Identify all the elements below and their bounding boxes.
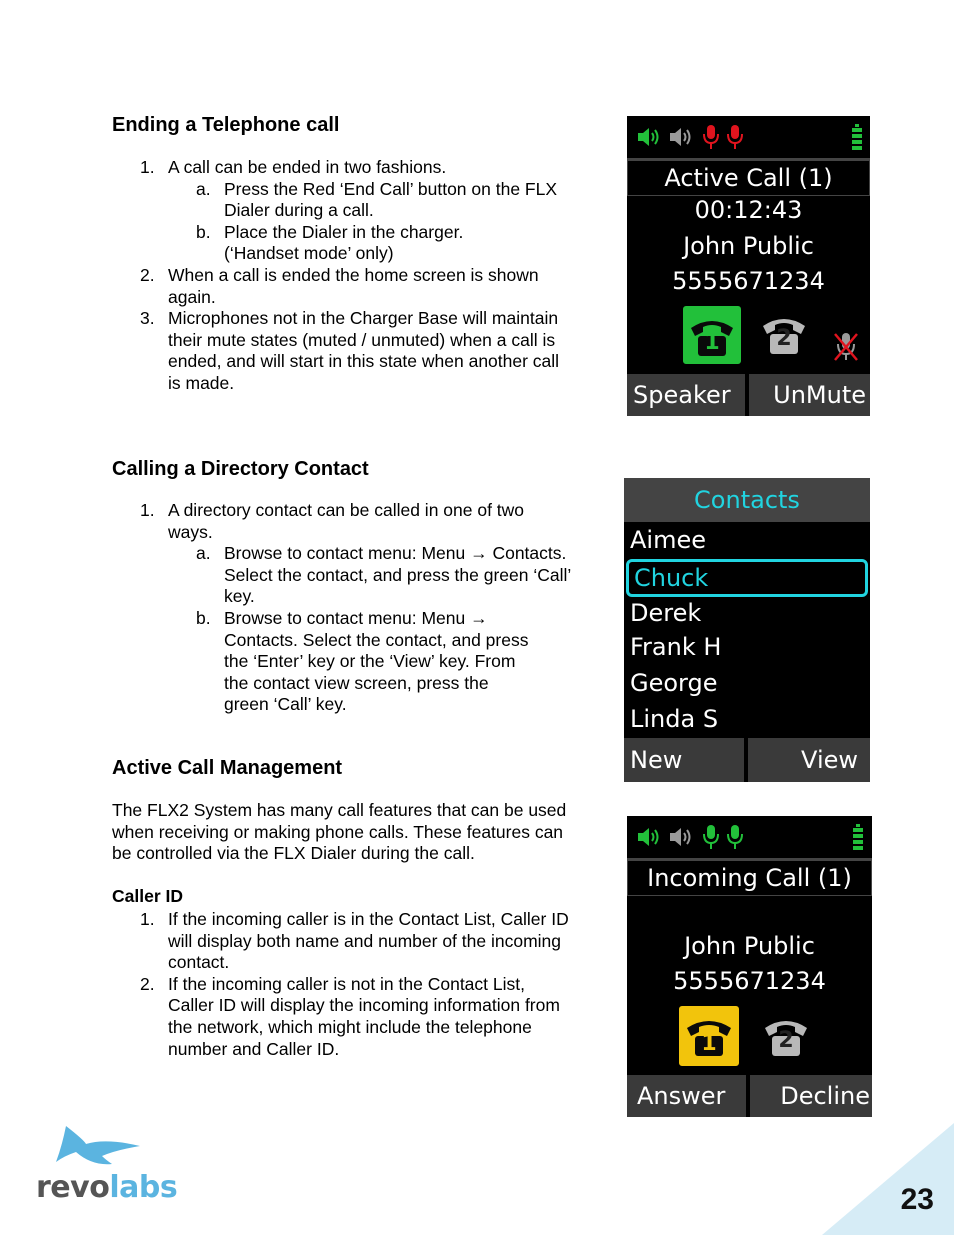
decline-softkey[interactable]: Decline <box>750 1075 872 1117</box>
caller-id-heading: Caller ID <box>112 886 183 906</box>
caller-id-list <box>112 909 602 1060</box>
caller-number: 5555671234 <box>673 967 826 995</box>
contacts-screen <box>624 478 870 782</box>
contact-item-chuck-selected[interactable]: Chuck <box>626 559 868 597</box>
active-call-screen <box>627 116 870 416</box>
unmute-softkey[interactable]: UnMute <box>749 374 870 416</box>
battery-icon <box>852 824 864 850</box>
section-heading-ending-call: Ending a Telephone call <box>112 114 340 136</box>
answer-softkey[interactable]: Answer <box>627 1075 746 1117</box>
speaker-on-icon <box>635 124 661 150</box>
new-softkey[interactable]: New <box>624 738 744 782</box>
caller-name: John Public <box>683 232 814 260</box>
mic-muted-icon <box>725 123 745 151</box>
contact-item-aimee[interactable]: Aimee <box>630 526 706 554</box>
call-timer: 00:12:43 <box>694 196 803 224</box>
list-subitem: b. Place the Dialer in the charger. (‘Handset mode’ only) <box>196 221 464 264</box>
line-2-phone-icon[interactable]: 2 <box>759 312 809 358</box>
line-1-phone-icon[interactable]: 1 <box>683 306 741 364</box>
list-subitem: a. Browse to contact menu: Menu → Contacts. Select the contact, and press the green ‘Call’ key. <box>196 543 572 607</box>
contact-item-derek[interactable]: Derek <box>630 599 702 627</box>
section-heading-directory: Calling a Directory Contact <box>112 458 369 480</box>
list-item: 1. A call can be ended in two fashions. <box>140 157 447 177</box>
list-item: 1. A directory contact can be called in one of two ways. <box>140 500 525 542</box>
ending-call-list <box>112 157 602 395</box>
mic-active-icon <box>701 823 721 851</box>
directory-list <box>112 500 602 716</box>
page-corner-decoration <box>822 1123 954 1235</box>
incoming-call-screen <box>627 816 872 1117</box>
screen-title: Contacts <box>624 478 870 522</box>
softkey-bar <box>627 1075 872 1117</box>
status-bar <box>627 816 872 860</box>
speaker-off-icon <box>667 124 693 150</box>
caller-name: John Public <box>684 932 815 960</box>
mic-active-icon <box>725 823 745 851</box>
list-item: 2. When a call is ended the home screen is shown again. <box>140 264 539 307</box>
section-heading-call-management: Active Call Management <box>112 757 343 779</box>
logo-wordmark: revolabs <box>36 1170 178 1205</box>
speaker-off-icon <box>667 824 693 850</box>
battery-icon <box>851 124 863 150</box>
contact-item-linda-s[interactable]: Linda S <box>630 705 719 733</box>
screen-title: Active Call (1) <box>627 160 870 196</box>
softkey-bar <box>624 738 870 782</box>
line-1-phone-icon[interactable]: 1 <box>679 1006 739 1066</box>
logo-wave-icon <box>36 1122 156 1168</box>
view-softkey[interactable]: View <box>748 738 870 782</box>
list-item: 1. If the incoming caller is in the Contact List, Caller ID will display both name and number of the incoming contact. <box>140 909 569 973</box>
list-subitem: a. Press the Red ‘End Call’ button on the FLX Dialer during a call. <box>196 178 558 221</box>
speaker-softkey[interactable]: Speaker <box>627 374 745 416</box>
list-item: 2. If the incoming caller is not in the Contact List, Caller ID will display the incoming information from the network, which might include the telephone number and Caller ID. <box>140 973 560 1059</box>
screen-title: Incoming Call (1) <box>627 860 872 896</box>
call-management-paragraph: The FLX2 System has many call features that can be used when receiving or making phone calls. These features can be controlled via the FLX Dialer during the call. <box>112 800 567 864</box>
mic-muted-cross-icon <box>831 330 861 364</box>
line-2-phone-icon[interactable]: 2 <box>761 1014 811 1060</box>
mic-muted-icon <box>701 123 721 151</box>
page-number: 23 <box>900 1183 934 1216</box>
list-subitem: b. Browse to contact menu: Menu → Contacts. Select the contact, and press the ‘Enter’ key or the ‘View’ key. From the contact view screen, press the green ‘Call’ key. <box>196 607 529 715</box>
status-bar <box>627 116 870 160</box>
list-item: 3. Microphones not in the Charger Base will maintain their mute states (muted / unmuted) when a call is ended, and will start in this state when another call is made. <box>140 308 560 393</box>
caller-number: 5555671234 <box>672 267 825 295</box>
revolabs-logo <box>36 1122 178 1205</box>
contact-item-george[interactable]: George <box>630 669 718 697</box>
softkey-bar <box>627 374 870 416</box>
speaker-on-icon <box>635 824 661 850</box>
contact-item-frank-h[interactable]: Frank H <box>630 633 722 661</box>
